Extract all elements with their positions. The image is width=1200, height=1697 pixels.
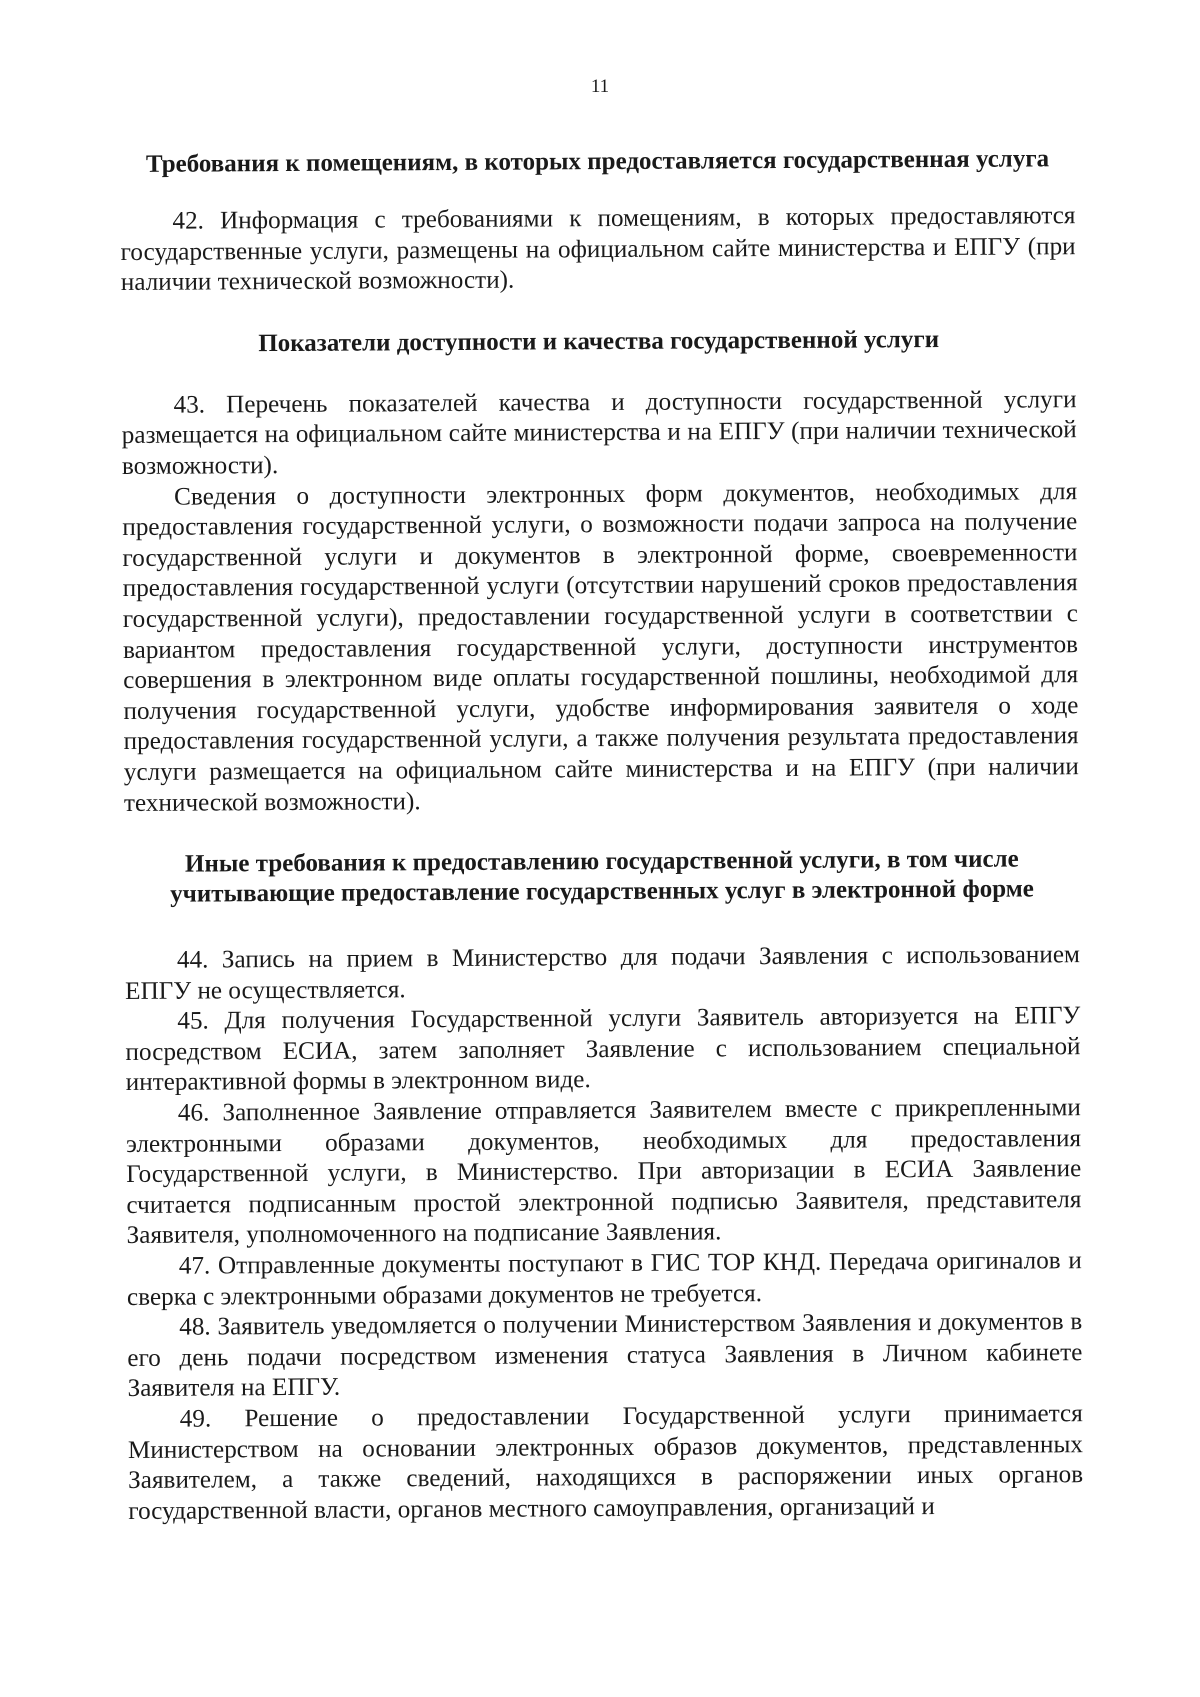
paragraph-42: 42. Информация с требованиями к помещениям, в которых предоставляются государственные услуги, размещены на официальном сайте министерства и ЕПГУ (при наличии технической возможности).	[120, 202, 1076, 297]
section-heading-accessibility: Показатели доступности и качества государственной услуги	[258, 325, 940, 357]
paragraph-45: 45. Для получения Государственной услуги Заявитель авторизуется на ЕПГУ посредством ЕСИА, затем заполняет Заявление с использованием специальной интерактивной формы в электронном виде.	[125, 1002, 1081, 1097]
section-heading-other-requirements	[124, 844, 1079, 910]
page-number: 11	[590, 76, 610, 97]
paragraph-43: 43. Перечень показателей качества и доступности государственной услуги размещается на официальном сайте министерства и на ЕПГУ (при наличии технической возможности).	[121, 385, 1077, 480]
paragraph-44: 44. Запись на прием в Министерство для подачи Заявления с использованием ЕПГУ не осуществляется.	[125, 941, 1081, 1005]
paragraph-43-details: Сведения о доступности электронных форм документов, необходимых для предоставления государственной услуги, о возможности подачи запроса на получение государственной услуги и документов в электронной форме, своевременности предоставления государственной услуги (отсутствии нарушений сроков предоставления государственной услуги), предоставлении государственной услуги в соответствии с вариантом предоставления государственной услуги, доступности инструментов совершения в электронном виде оплаты государственной пошлины, необходимой для получения государственной услуги, удобстве информирования заявителя о ходе предоставления государственной услуги, а также получения результата предоставления услуги размещается на официальном сайте министерства и на ЕПГУ (при наличии технической возможности).	[122, 477, 1079, 817]
document-body	[120, 144, 1083, 1527]
paragraph-48: 48. Заявитель уведомляется о получении Министерством Заявления и документов в его день подачи посредством изменения статуса Заявления в Личном кабинете Заявителя на ЕПГУ.	[127, 1308, 1083, 1403]
section-heading-premises: Требования к помещениям, в которых предоставляется государственная услуга	[145, 145, 1050, 178]
paragraph-46: 46. Заполненное Заявление отправляется Заявителем вместе с прикрепленными электронными образами документов, необходимых для предоставления Государственной услуги, в Министерство. При авторизации в ЕСИА Заявление считается подписанным простой электронной подписью Заявителя, представителя Заявителя, уполномоченного на подписание Заявления.	[125, 1094, 1082, 1250]
paragraph-49: 49. Решение о предоставлении Государственной услуги принимается Министерством на основании электронных образов документов, представленных Заявителем, а также сведений, находящихся в распоряжении иных органов государственной власти, органов местного самоуправления, организаций и	[127, 1400, 1084, 1525]
paragraph-47: 47. Отправленные документы поступают в ГИС ТОР КНД. Передача оригиналов и сверка с электронными образами документов не требуется.	[126, 1247, 1082, 1311]
heading-line-1: Иные требования к предоставлению государственной услуги, в том числе	[184, 845, 1019, 878]
heading-line-2: учитывающие предоставление государственных услуг в электронной форме	[170, 875, 1034, 908]
